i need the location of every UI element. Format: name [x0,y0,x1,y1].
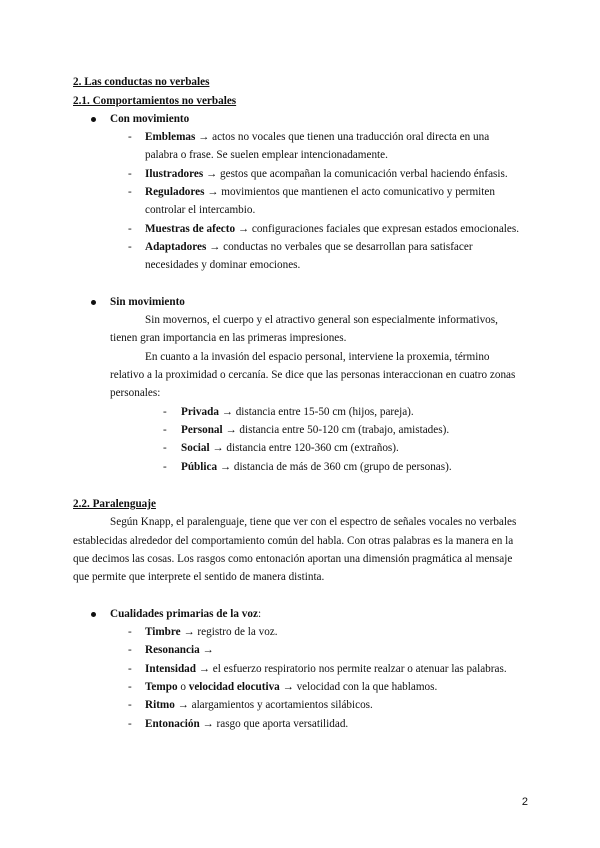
paragraph-line: que permite que interprete el sentido de manera distinta. [73,571,325,583]
paragraph-line: establecidas alrededor del comportamiento común del habla. Con otras palabras es la manera en la [73,535,514,547]
dash-icon: - [128,681,132,693]
dash-icon: - [128,699,132,711]
paragraph-line: que decimos las cosas. Los rasgos como entonación aportan una dimensión pragmática al mensaje [73,553,513,565]
zone-item: Pública → distancia de más de 360 cm (grupo de personas). [181,461,452,473]
list-item: Tempo o velocidad elocutiva → velocidad con la que hablamos. [145,681,438,693]
dash-icon: - [163,461,167,473]
list-item: Reguladores → movimientos que mantienen el acto comunicativo y permiten [145,186,495,198]
list-item-continuation: necesidades y dominar emociones. [145,259,301,271]
page-number: 2 [521,796,528,808]
paragraph-line: Sin movernos, el cuerpo y el atractivo general son especialmente informativos, [145,314,498,326]
list-item-continuation: palabra o frase. Se suelen emplear intencionadamente. [145,149,388,161]
bullet-title-cualidades: Cualidades primarias de la voz: [110,608,262,620]
paragraph-line: En cuanto a la invasión del espacio personal, interviene la proxemia, término [145,351,490,363]
list-item: Ritmo → alargamientos y acortamientos silábicos. [145,699,373,711]
bullet-title-con-movimiento: Con movimiento [110,113,190,125]
dash-icon: - [128,644,132,656]
bullet-icon [91,300,96,305]
dash-icon: - [163,406,167,418]
dash-icon: - [128,626,132,638]
zone-item: Personal → distancia entre 50-120 cm (trabajo, amistades). [181,424,450,436]
list-item: Ilustradores → gestos que acompañan la comunicación verbal haciendo énfasis. [145,168,508,180]
list-item-continuation: controlar el intercambio. [145,204,256,216]
subsection-heading-paralenguaje: 2.2. Paralenguaje [73,498,156,510]
bullet-title-sin-movimiento: Sin movimiento [110,296,185,308]
zone-item: Social → distancia entre 120-360 cm (extraños). [181,442,399,454]
bullet-icon [91,117,96,122]
dash-icon: - [128,718,132,730]
list-item: Intensidad → el esfuerzo respiratorio nos permite realzar o atenuar las palabras. [145,663,507,675]
dash-icon: - [163,424,167,436]
dash-icon: - [163,442,167,454]
list-item: Timbre → registro de la voz. [145,626,278,638]
list-item: Emblemas → actos no vocales que tienen una traducción oral directa en una [145,131,490,143]
list-item: Muestras de afecto → configuraciones faciales que expresan estados emocionales. [145,223,520,235]
dash-icon: - [128,131,132,143]
dash-icon: - [128,663,132,675]
paragraph-line: Según Knapp, el paralenguaje, tiene que ver con el espectro de señales vocales no verbales [110,516,517,528]
dash-icon: - [128,223,132,235]
list-item: Entonación → rasgo que aporta versatilidad. [145,718,349,730]
list-item: Resonancia → [145,644,214,656]
paragraph-line: personales: [110,387,161,399]
list-item: Adaptadores → conductas no verbales que se desarrollan para satisfacer [145,241,473,253]
section-heading: 2. Las conductas no verbales [73,76,210,88]
zone-item: Privada → distancia entre 15-50 cm (hijos, pareja). [181,406,414,418]
paragraph-line: relativo a la proximidad o cercanía. Se dice que las personas interaccionan en cuatro zonas [110,369,516,381]
dash-icon: - [128,168,132,180]
subsection-heading-comportamientos: 2.1. Comportamientos no verbales [73,95,237,107]
dash-icon: - [128,241,132,253]
dash-icon: - [128,186,132,198]
paragraph-line: tienen gran importancia en las primeras impresiones. [110,332,347,344]
bullet-icon [91,612,96,617]
